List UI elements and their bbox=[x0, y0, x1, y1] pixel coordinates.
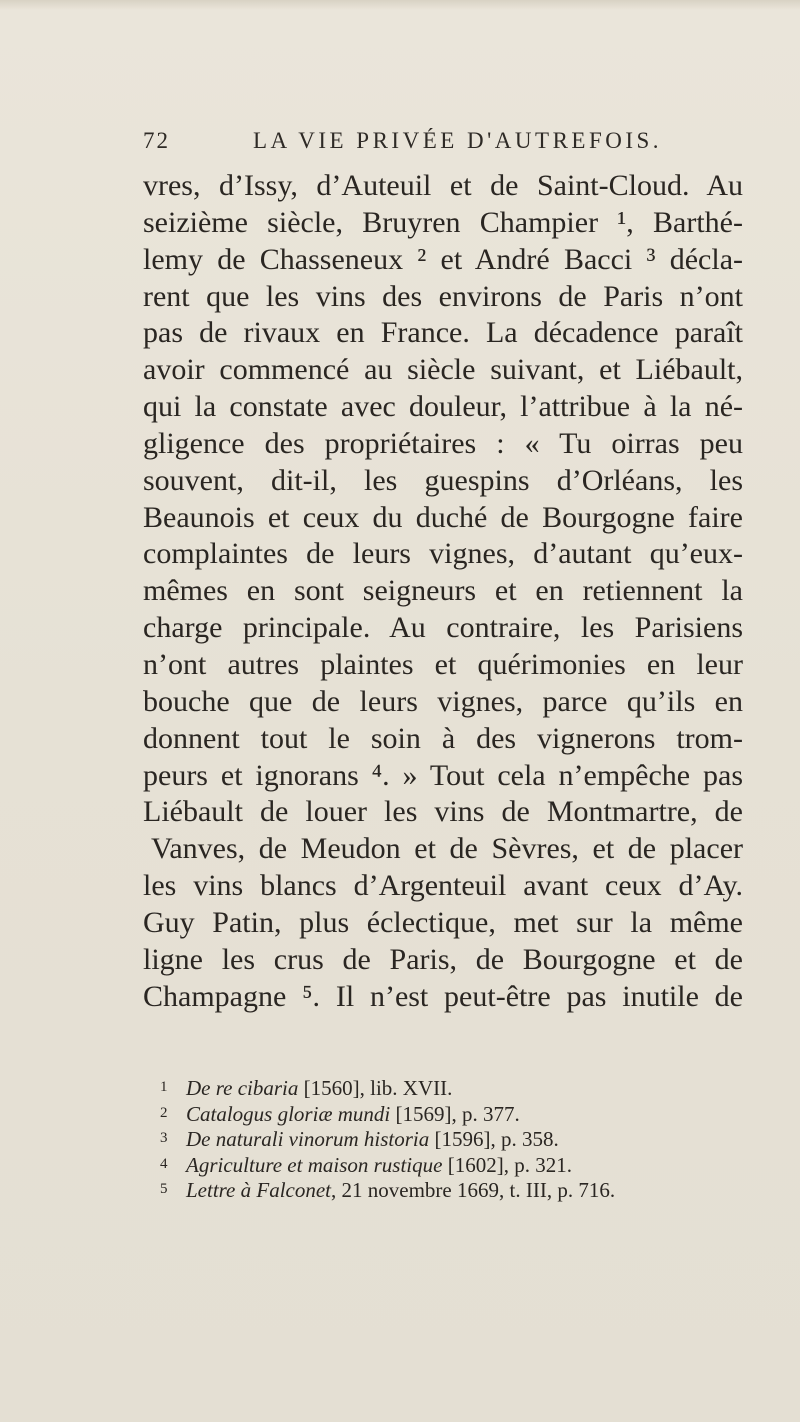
text-line: pas de rivaux en France. La décadence paraît bbox=[143, 316, 743, 350]
text-line: seizième siècle, Bruyren Champier ¹, Barthé- bbox=[143, 205, 743, 239]
text-line: lemy de Chasseneux ² et André Bacci ³ décla- bbox=[143, 242, 743, 276]
footnote bbox=[160, 1101, 750, 1127]
footnote-text: De naturali vinorum historia [1596], p. 358. bbox=[186, 1127, 559, 1151]
text-line: ligne les crus de Paris, de Bourgogne et de bbox=[143, 942, 743, 976]
footnote bbox=[160, 1152, 750, 1178]
footnote-number: 1 bbox=[160, 1079, 168, 1095]
running-head bbox=[143, 122, 743, 162]
footnotes bbox=[160, 1075, 750, 1203]
text-line: peurs et ignorans ⁴. » Tout cela n’empêche pas bbox=[143, 758, 743, 792]
text-line: vres, d’Issy, d’Auteuil et de Saint-Cloud. Au bbox=[143, 169, 743, 202]
footnote bbox=[160, 1075, 750, 1101]
text-line: charge principale. Au contraire, les Parisiens bbox=[143, 611, 743, 645]
text-line: Guy Patin, plus éclectique, met sur la même bbox=[143, 905, 743, 939]
text-line: Liébault de louer les vins de Montmartre, de bbox=[143, 795, 743, 829]
text-line: bouche que de leurs vignes, parce qu’ils en bbox=[143, 684, 743, 718]
text-line: complaintes de leurs vignes, d’autant qu’eux- bbox=[143, 537, 743, 571]
footnote-number: 4 bbox=[160, 1155, 168, 1172]
text-line: les vins blancs d’Argenteuil avant ceux d’Ay. bbox=[143, 869, 743, 903]
footnote bbox=[160, 1177, 750, 1203]
footnote-text: Lettre à Falconet, 21 novembre 1669, t. III, p. 716. bbox=[186, 1178, 616, 1202]
text-line: qui la constate avec douleur, l’attribue à la né- bbox=[143, 390, 743, 424]
text-line: Champagne ⁵. Il n’est peut-être pas inutile de bbox=[143, 979, 743, 1013]
text-line: avoir commencé au siècle suivant, et Liébault, bbox=[143, 353, 743, 387]
footnote-text: Agriculture et maison rustique [1602], p. 321. bbox=[186, 1152, 572, 1177]
text-line: rent que les vins des environs de Paris n’ont bbox=[143, 279, 743, 313]
page-number: 72 bbox=[143, 128, 170, 153]
footnote-number: 3 bbox=[160, 1130, 168, 1146]
running-title: LA VIE PRIVÉE D'AUTREFOIS. bbox=[253, 128, 663, 153]
text-line: Beaunois et ceux du duché de Bourgogne faire bbox=[143, 500, 743, 534]
footnote bbox=[160, 1126, 750, 1152]
footnote-number: 5 bbox=[160, 1181, 168, 1197]
text-line: donnent tout le soin à des vignerons trom- bbox=[143, 721, 743, 755]
footnote-text: Catalogus gloriæ mundi [1569], p. 377. bbox=[186, 1101, 520, 1126]
text-line: mêmes en sont seigneurs et en retiennent la bbox=[143, 574, 743, 608]
body-text bbox=[143, 168, 743, 1015]
footnote-text: De re cibaria [1560], lib. XVII. bbox=[186, 1076, 453, 1100]
page-edge-shadow bbox=[0, 0, 800, 10]
text-line: n’ont autres plaintes et quérimonies en leur bbox=[143, 647, 743, 681]
text-line: gligence des propriétaires : « Tu oirras peu bbox=[143, 426, 743, 460]
text-line: souvent, dit-il, les guespins d’Orléans, les bbox=[143, 463, 743, 497]
footnote-number: 2 bbox=[160, 1104, 168, 1121]
text-line: Vanves, de Meudon et de Sèvres, et de placer bbox=[151, 832, 743, 866]
